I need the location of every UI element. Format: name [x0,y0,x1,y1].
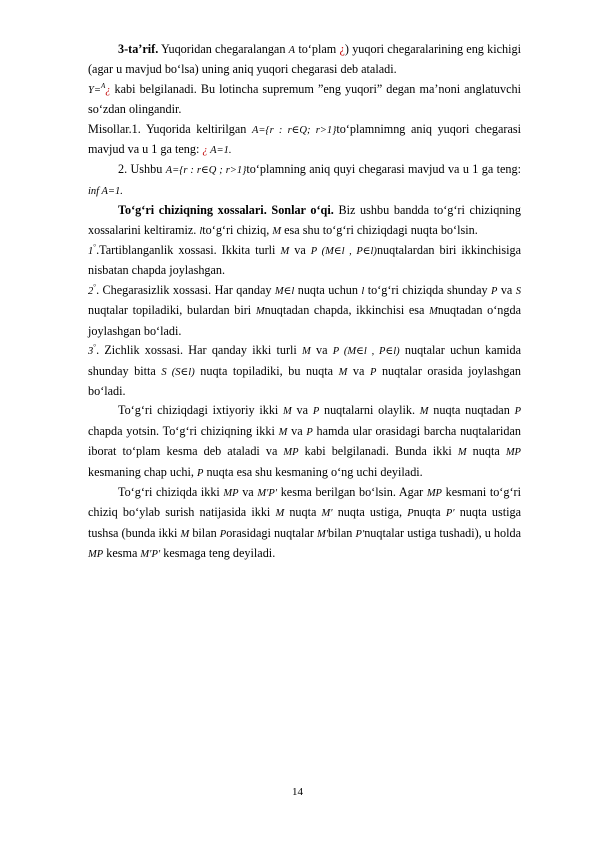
ordering-property-paragraph: 1°.Tartiblanganlik xossasi. Ikkita turli M va P (M∈l , P∈l)nuqtalardan biri ikkinchisiga nisbatan chapda joylashgan. [88,243,521,278]
definition-heading: 3-ta’rif. [118,42,159,56]
section-heading: To‘g‘ri chiziqning xossalari. Sonlar o‘qi. [118,203,334,218]
segment-equality-paragraph: To‘g‘ri chiziqda ikki MP va M′P′ kesma berilgan bo‘lsin. Agar MP kesmani to‘g‘ri chiziq bo‘ylab surish natijasida ikki M nuqta M′ nuqta ustiga, Pnuqta P′ nuqta ustiga tushsa (bunda ikki M bilan Porasidagi nuqtalar M′bilan P′nuqtalar ustiga tushadi), u holda MP kesma M′P′ kesmaga teng deyiladi. [88,484,522,561]
example-2-paragraph: 2. Ushbu A={r : r∈Q ; r>1}to‘plamning aniq quyi chegarasi mavjud va u 1 ga teng: inf A=1. [88,162,521,197]
document-body [88,40,521,565]
segment-definition-paragraph: To‘g‘ri chiziqdagi ixtiyoriy ikki M va P nuqtalarni olaylik. M nuqta nuqtadan P chapda yotsin. To‘g‘ri chiziqning ikki M va P hamda ular orasidagi barcha nuqtalaridan iborat to‘plam kesma deb ataladi va MP kabi belgilanadi. Bunda ikki M nuqta MP kesmaning chap uchi, P nuqta esa shu kesmaning o‘ng uchi deyiladi. [88,403,521,479]
supremum-notation-paragraph: Y=$^A$¿ kabi belgilanadi. Bu lotincha supremum ”eng yuqori” degan ma’noni anglatuvchi so‘zdan olingandir. [88,81,521,117]
line-properties-paragraph: To‘g‘ri chiziqning xossalari. Sonlar o‘qi. Biz ushbu bandda to‘g‘ri chiziqning xossalarini keltiramiz. lto‘g‘ri chiziq, M esa shu to‘g‘ri chiziqdagi nuqta bo‘lsin. [88,203,521,237]
example-1-paragraph: Misollar.1. Yuqorida keltirilgan A={r : r∈Q; r>1}to‘plamnimng aniq yuqori chegarasi mavjud va u 1 ga teng: ¿ A=1. [88,121,521,157]
unboundedness-property-paragraph: 2°. Chegarasizlik xossasi. Har qanday M∈l nuqta uchun l to‘g‘ri chiziqda shunday P va S nuqtalar topiladiki, bulardan biri Mnuqtadan chapda, ikkinchisi esa Mnuqtadan o‘ngda joylashgan bo‘ladi. [88,282,521,338]
page-number: 14 [292,786,303,798]
density-property-paragraph: 3°. Zichlik xossasi. Har qanday ikki turli M va P (M∈l , P∈l) nuqtalar uchun kamida shunday bitta S (S∈l) nuqta topiladiki, bu nuqta M va P nuqtalar orasida joylashgan bo‘ladi. [88,343,521,398]
definition-3-paragraph: 3-ta’rif. Yuqoridan chegaralangan A to‘plam ¿) yuqori chegaralarining eng kichigi (agar u mavjud bo‘lsa) uning aniq yuqori chegarasi deb ataladi. [88,42,521,77]
